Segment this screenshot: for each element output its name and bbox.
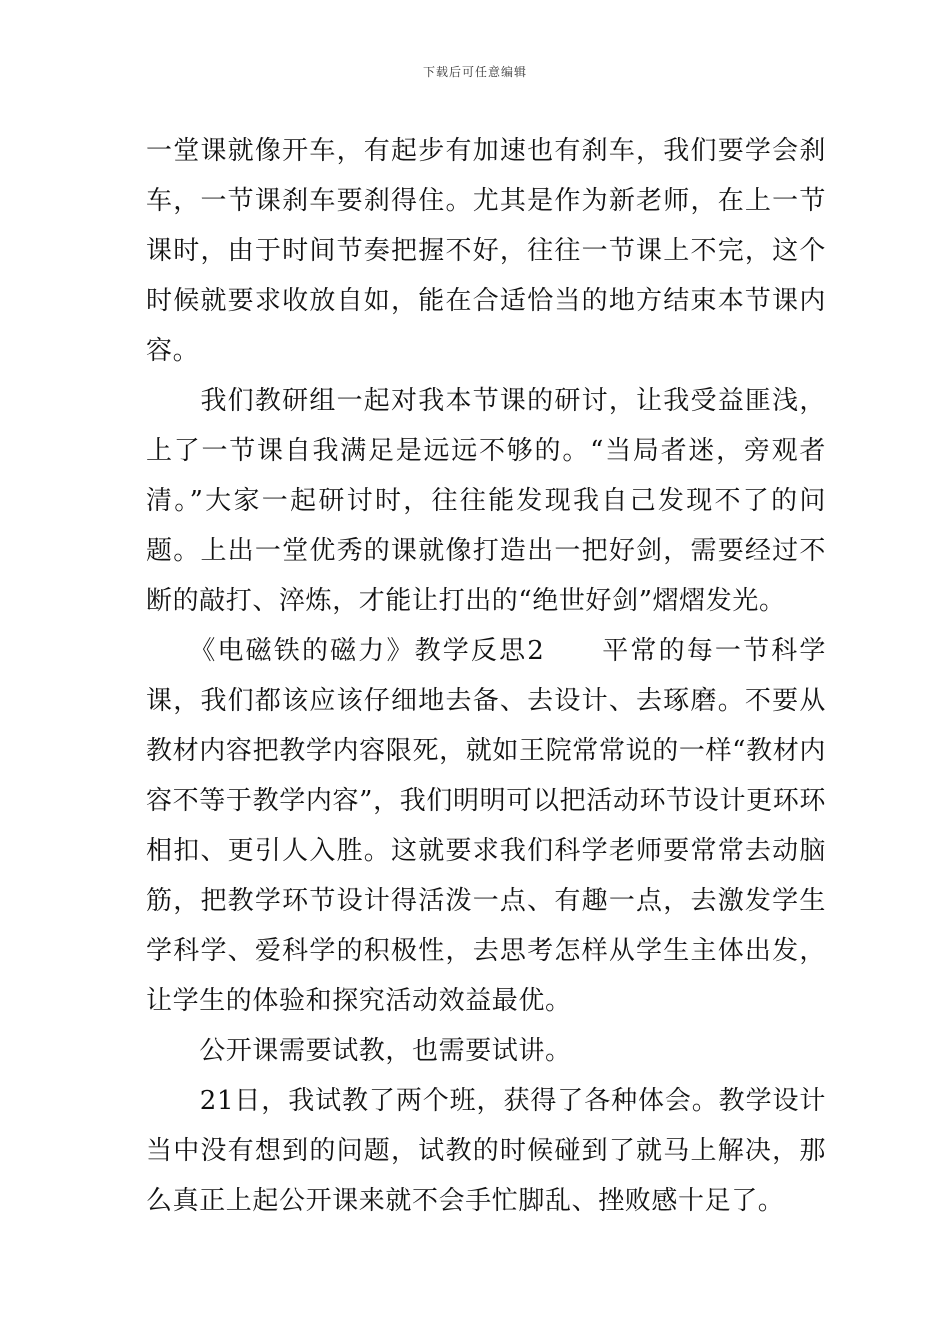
paragraph: 一堂课就像开车，有起步有加速也有刹车，我们要学会刹车，一节课刹车要刹得住。尤其是作为新老师，在上一节课时，由于时间节奏把握不好，往往一节课上不完，这个时候就要求收放自如，能在合适恰当的地方结束本节课内容。 <box>146 136 826 366</box>
paragraph: 公开课需要试教，也需要试讲。 <box>146 1036 572 1066</box>
paragraph: 《电磁铁的磁力》教学反思2 平常的每一节科学课，我们都该应该仔细地去备、去设计、去琢磨。不要从教材内容把教学内容限死，就如王院常常说的一样“教材内容不等于教学内容”，我们明明可以把活动环节设计更环环相扣、更引人入胜。这就要求我们科学老师要常常去动脑筋，把教学环节设计得活泼一点、有趣一点，去激发学生学科学、爱科学的积极性，去思考怎样从学生主体出发，让学生的体验和探究活动效益最优。 <box>146 636 826 1016</box>
paragraph: 我们教研组一起对我本节课的研讨，让我受益匪浅，上了一节课自我满足是远远不够的。“当局者迷，旁观者清。”大家一起研讨时，往往能发现我自己发现不了的问题。上出一堂优秀的课就像打造出一把好剑，需要经过不断的敲打、淬炼，才能让打出的“绝世好剑”熠熠发光。 <box>146 386 826 616</box>
page-header: 下载后可任意编辑 <box>422 65 527 79</box>
document-body <box>146 126 826 1226</box>
paragraph: 21日，我试教了两个班，获得了各种体会。教学设计当中没有想到的问题，试教的时候碰到了就马上解决，那么真正上起公开课来就不会手忙脚乱、挫败感十足了。 <box>146 1086 826 1216</box>
